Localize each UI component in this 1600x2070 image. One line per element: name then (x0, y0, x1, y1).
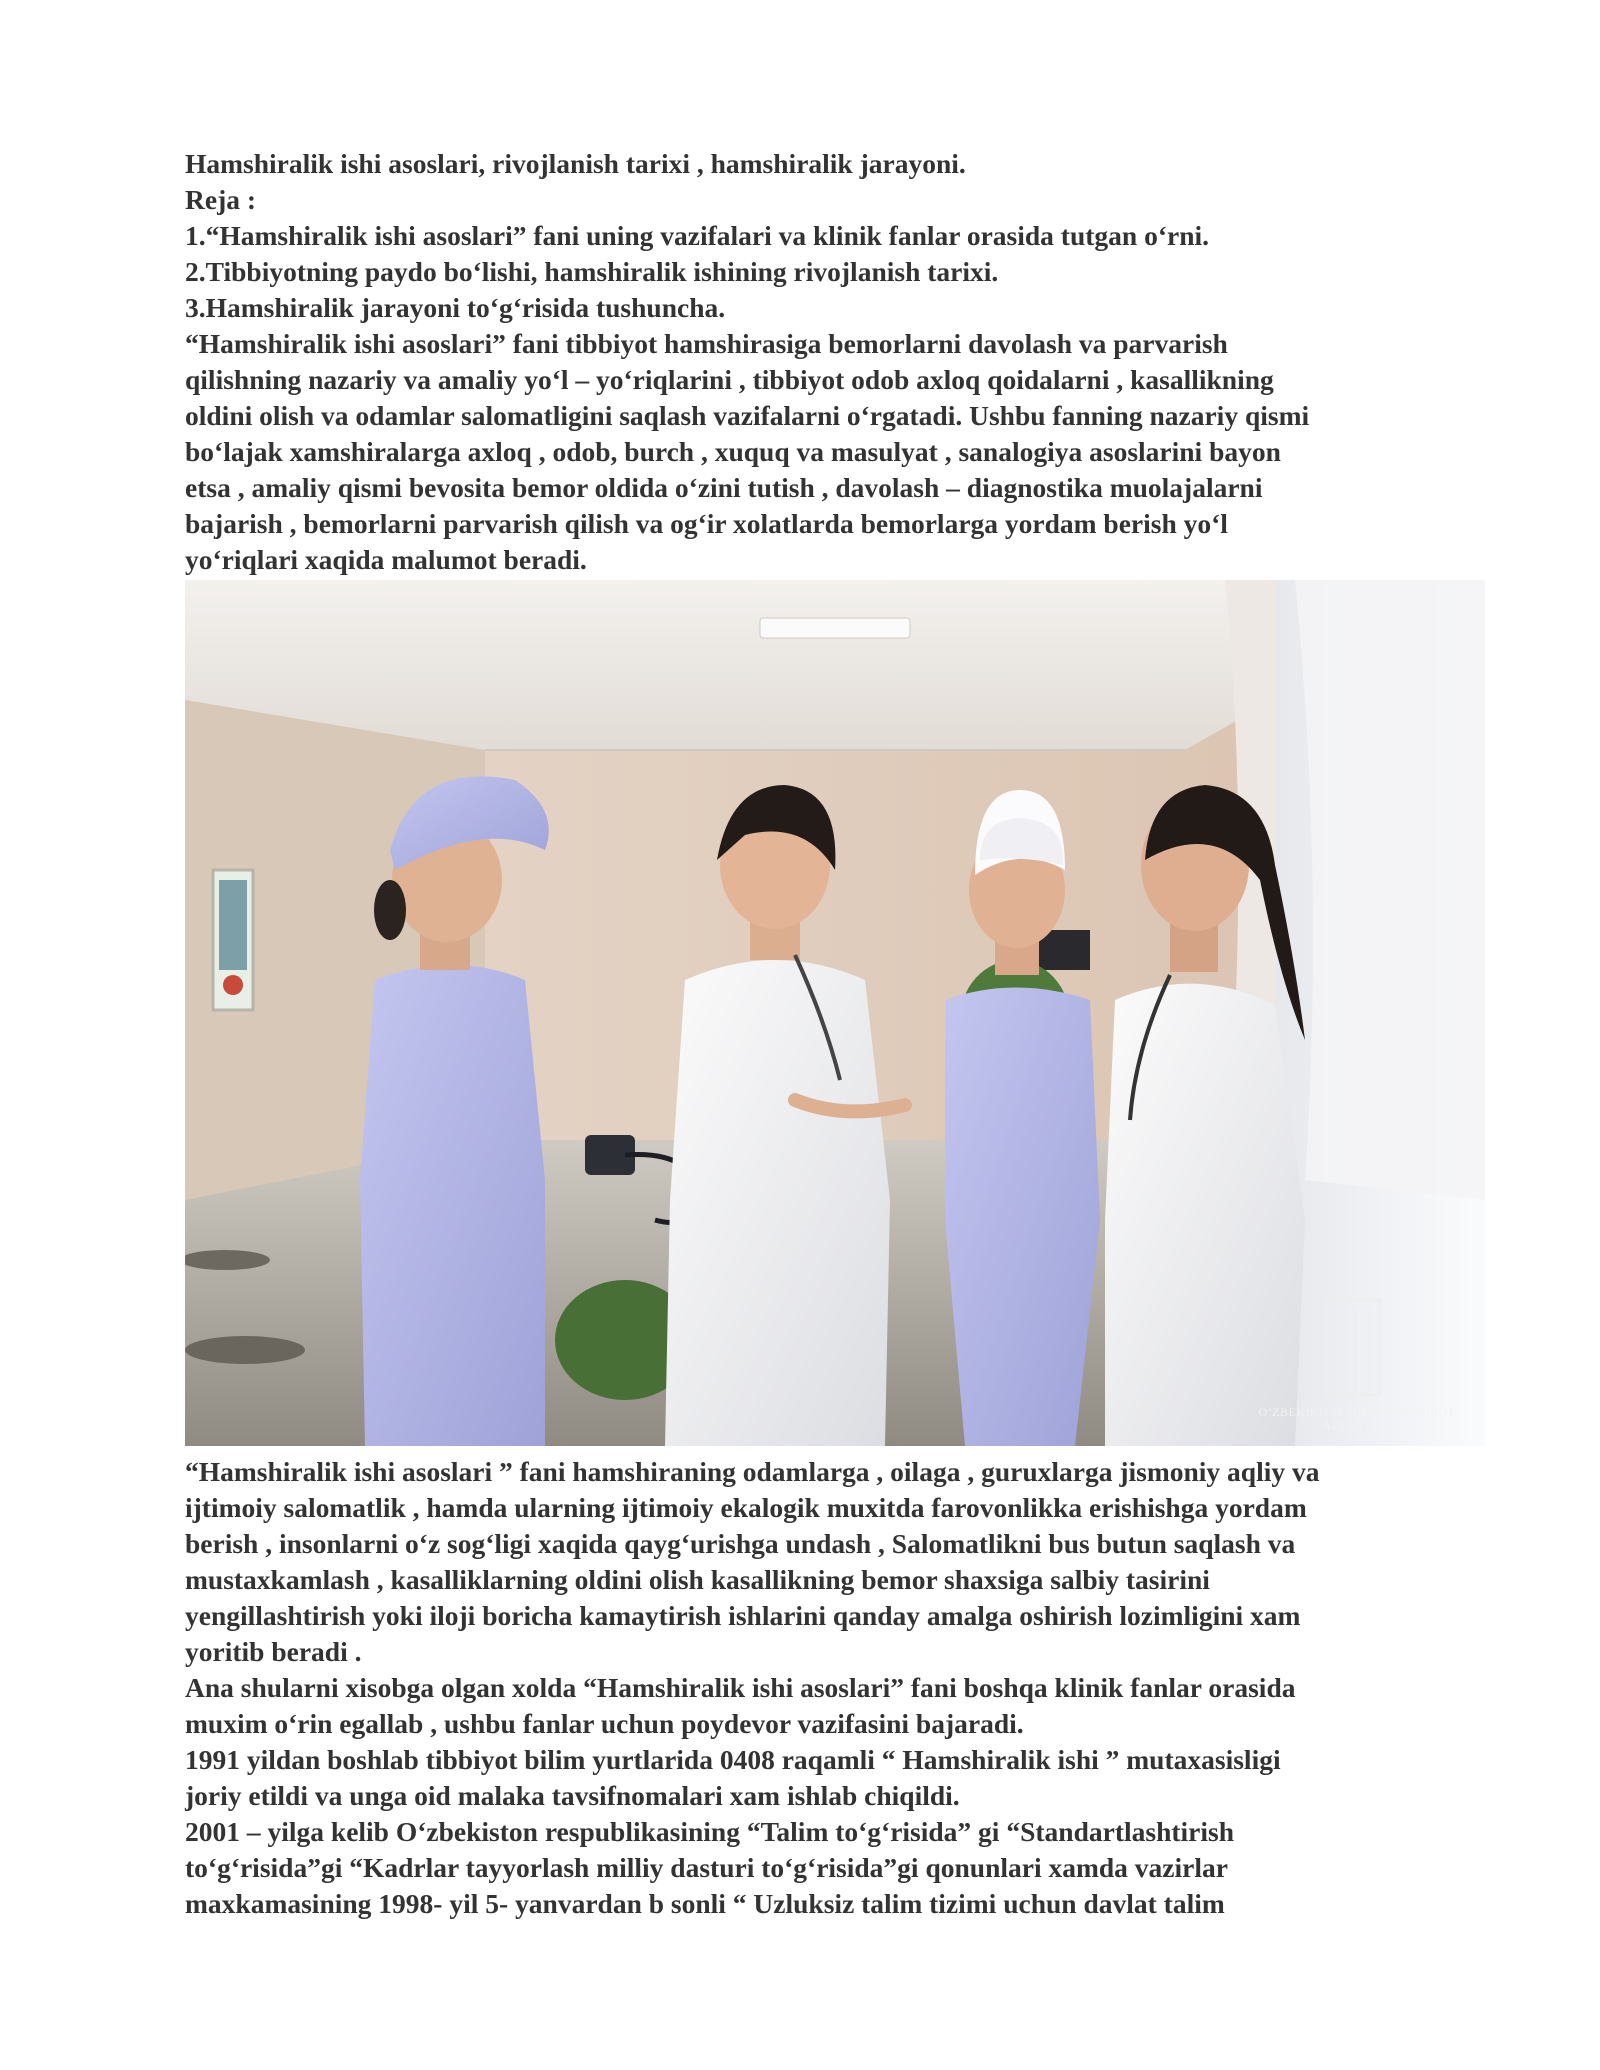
plan-heading: Reja : (185, 184, 257, 215)
paragraph-line: maxkamasining 1998- yil 5- yanvardan b sonli “ Uzluksiz talim tizimi uchun davlat talim (185, 1888, 1225, 1919)
paragraph-line: boʻlajak xamshiralarga axloq , odob, burch , xuquq va masulyat , sanalogiya asoslarini bayon (185, 436, 1281, 467)
paragraph-line: 1991 yildan boshlab tibbiyot bilim yurtlarida 0408 raqamli “ Hamshiralik ishi ” mutaxasisligi (185, 1744, 1281, 1775)
paragraph-line: yoritib beradi . (185, 1636, 362, 1667)
paragraph-line: “Hamshiralik ishi asoslari” fani tibbiyot hamshirasiga bemorlarni davolash va parvarish (185, 328, 1228, 359)
paragraph-line: bajarish , bemorlarni parvarish qilish va ogʻir xolatlarda bemorlarga yordam berish yoʻl (185, 508, 1228, 539)
document-title: Hamshiralik ishi asoslari, rivojlanish tarixi , hamshiralik jarayoni. (185, 148, 966, 179)
paragraph-line: joriy etildi va unga oid malaka tavsifnomalari xam ishlab chiqildi. (185, 1780, 960, 1811)
paragraph-3 (185, 1670, 1485, 1742)
watermark-line-1: OʻZBEKISTON MILLIY AXBOROT (1258, 1405, 1456, 1419)
paragraph-line: yoʻriqlari xaqida malumot beradi. (185, 544, 587, 575)
paragraph-line: muxim oʻrin egallab , ushbu fanlar uchun poydevor vazifasini bajaradi. (185, 1708, 1024, 1739)
paragraph-line: 2001 – yilga kelib Oʻzbekiston respublikasining “Talim toʻgʻrisida” gi “Standartlashtirish (185, 1816, 1235, 1847)
paragraph-line: qilishning nazariy va amaliy yoʻl – yoʻriqlarini , tibbiyot odob axloq qoidalarni , kasallikning (185, 364, 1274, 395)
paragraph-line: yengillashtirish yoki iloji boricha kamaytirish ishlarini qanday amalga oshirish lozimligini xam (185, 1600, 1301, 1631)
nurses-photo (185, 580, 1485, 1446)
paragraph-line: Ana shularni xisobga olgan xolda “Hamshiralik ishi asoslari” fani boshqa klinik fanlar orasida (185, 1672, 1296, 1703)
paragraph-2 (185, 1454, 1485, 1670)
paragraph-line: ijtimoiy salomatlik , hamda ularning ijtimoiy ekalogik muxitda farovonlikka erishishga yordam (185, 1492, 1307, 1523)
paragraph-line: oldini olish va odamlar salomatligini saqlash vazifalarni oʻrgatadi. Ushbu fanning nazariy qismi (185, 400, 1310, 431)
paragraph-line: “Hamshiralik ishi asoslari ” fani hamshiraning odamlarga , oilaga , guruxlarga jismoniy aqliy va (185, 1456, 1320, 1487)
paragraph-line: mustaxkamlash , kasalliklarning oldini olish kasallikning bemor shaxsiga salbiy tasirini (185, 1564, 1210, 1595)
watermark-line-2: AGENTLIGI (1322, 1418, 1392, 1432)
paragraph-4 (185, 1742, 1485, 1814)
plan-item: 2.Tibbiyotning paydo boʻlishi, hamshiralik ishining rivojlanish tarixi. (185, 256, 999, 287)
paragraph-line: etsa , amaliy qismi bevosita bemor oldida oʻzini tutish , davolash – diagnostika muolajalarni (185, 472, 1263, 503)
paragraph-5 (185, 1814, 1485, 1922)
paragraph-line: toʻgʻrisida”gi “Kadrlar tayyorlash milliy dasturi toʻgʻrisida”gi qonunlari xamda vazirlar (185, 1852, 1228, 1883)
paragraph-1 (185, 326, 1485, 578)
paragraph-line: berish , insonlarni oʻz sogʻligi xaqida qaygʻurishga undash , Salomatlikni bus butun saqlash va (185, 1528, 1296, 1559)
plan-item: 3.Hamshiralik jarayoni toʻgʻrisida tushuncha. (185, 292, 726, 323)
plan-item: 1.“Hamshiralik ishi asoslari” fani uning vazifalari va klinik fanlar orasida tutgan oʻrni. (185, 220, 1210, 251)
document-body (185, 146, 1485, 1922)
watermark-caption (1237, 1406, 1477, 1432)
